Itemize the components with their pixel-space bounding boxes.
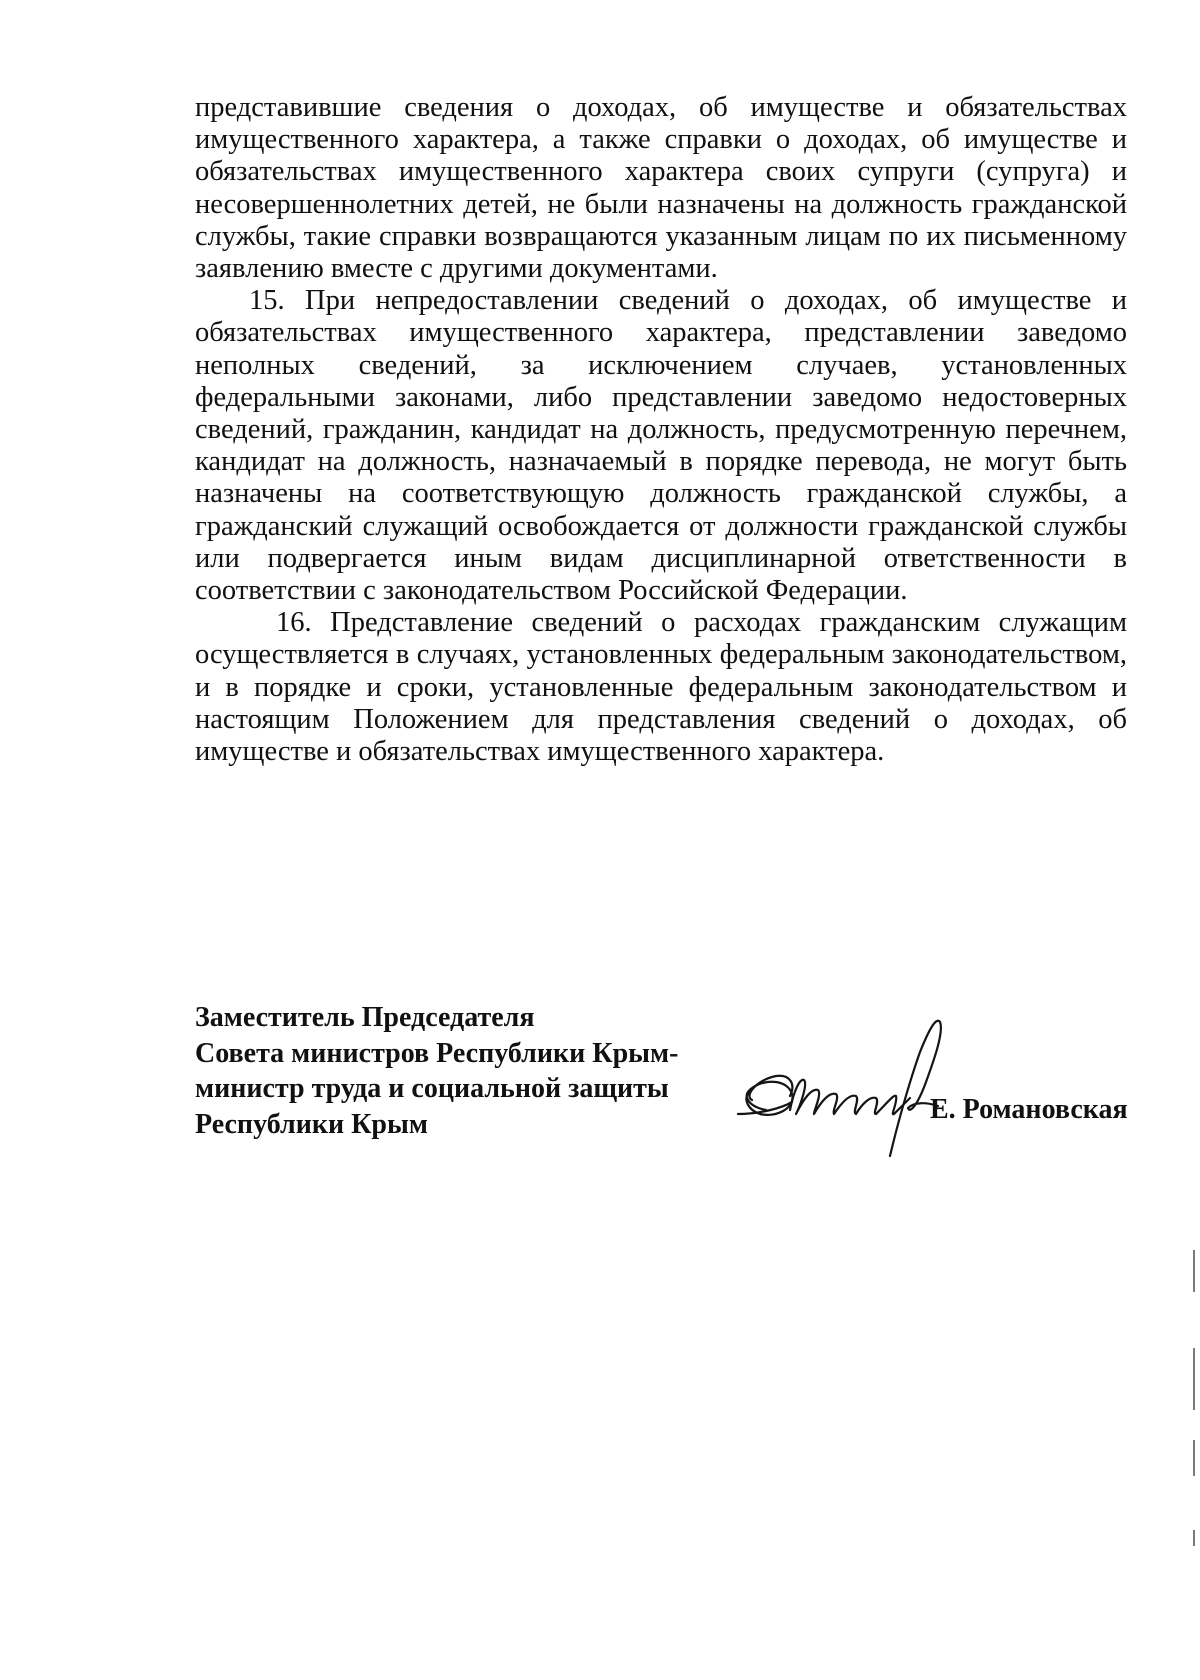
signatory-name: Е. Романовская (930, 1094, 1128, 1125)
scan-edge-mark (1193, 1348, 1195, 1410)
paragraph-16: 16. Представление сведений о расходах гражданским служащим осуществляется в случаях, установленных федеральным законодательством, и в порядке и сроки, установленные федеральным законодательством и настоящим Положением для представления сведений о доходах, об имуществе и обязательствах имущественного характера. (195, 607, 1127, 768)
paragraph-15: 15. При непредоставлении сведений о доходах, об имуществе и обязательствах имущественного характера, представлении заведомо неполных сведений, за исключением случаев, установленных федеральными законами, либо представлении заведомо недостоверных сведений, гражданин, кандидат на должность, предусмотренную перечнем, кандидат на должность, назначаемый в порядке перевода, не могут быть назначены на соответствующую должность гражданской службы, а гражданский служащий освобождается от должности гражданской службы или подвергается иным видам дисциплинарной ответственности в соответствии с законодательством Российской Федерации. (195, 285, 1127, 607)
signatory-title (195, 1000, 678, 1142)
handwritten-signature-icon (730, 1010, 960, 1160)
document-body (195, 92, 1127, 768)
signatory-title-line: Республики Крым (195, 1108, 428, 1140)
paragraph-14-continuation: представившие сведения о доходах, об имуществе и обязательствах имущественного характера, а также справки о доходах, об имуществе и обязательствах имущественного характера своих супруги (супруга) и несовершеннолетних детей, не были назначены на должность гражданской службы, такие справки возвращаются указанным лицам по их письменному заявлению вместе с другими документами. (195, 92, 1127, 285)
signatory-title-line: Совета министров Республики Крым- (195, 1037, 679, 1069)
signatory-title-line: министр труда и социальной защиты (195, 1073, 669, 1104)
scan-edge-mark (1193, 1530, 1195, 1546)
signatory-title-line: Заместитель Председателя (195, 1002, 535, 1033)
scan-edge-mark (1193, 1250, 1195, 1292)
scan-edge-mark (1193, 1440, 1195, 1476)
